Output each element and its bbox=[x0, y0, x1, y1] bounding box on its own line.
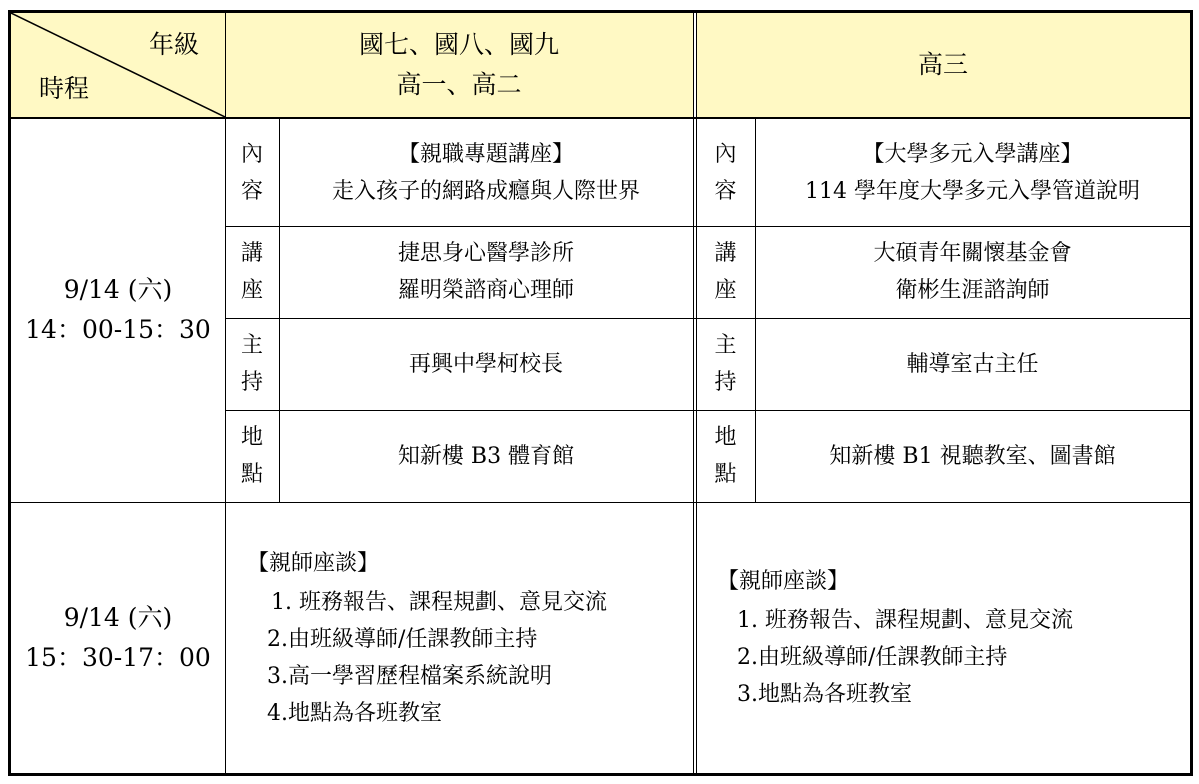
label-char: 講 bbox=[714, 241, 737, 266]
session1-time-cell bbox=[11, 117, 225, 502]
session2-col1-item: 1. 班務報告、課程規劃、意見交流 bbox=[271, 589, 607, 615]
col2-host bbox=[755, 318, 1190, 410]
col1-content-title: 【親職專題講座】 bbox=[397, 141, 574, 167]
session2-col1-item: 3.高一學習歷程檔案系統說明 bbox=[267, 663, 552, 689]
corner-grade-label: 年級 bbox=[149, 30, 200, 59]
corner-time-label: 時程 bbox=[39, 74, 90, 103]
col1-place bbox=[279, 410, 693, 502]
header-col1 bbox=[225, 13, 693, 117]
session2-col2 bbox=[717, 503, 1190, 773]
label-char: 點 bbox=[714, 462, 737, 487]
label-speaker bbox=[696, 226, 755, 318]
col2-speaker-name: 衛彬生涯諮詢師 bbox=[895, 278, 1050, 303]
label-char: 講 bbox=[240, 241, 263, 266]
label-char: 主 bbox=[714, 333, 737, 358]
session1-time: 14：00-15：30 bbox=[25, 314, 211, 344]
col2-speaker-org: 大碩青年關懷基金會 bbox=[873, 241, 1072, 266]
session2-col1-item: 2.由班級導師/任課教師主持 bbox=[267, 626, 538, 652]
label-place bbox=[225, 410, 279, 502]
col1-host bbox=[279, 318, 693, 410]
label-char: 地 bbox=[714, 425, 737, 450]
session2-col1-item: 4.地點為各班教室 bbox=[267, 700, 442, 726]
label-char: 容 bbox=[714, 178, 737, 204]
label-char: 座 bbox=[714, 278, 737, 303]
col1-speaker-name: 羅明榮諮商心理師 bbox=[397, 278, 574, 303]
col1-host-name: 再興中學柯校長 bbox=[408, 351, 563, 377]
label-host bbox=[225, 318, 279, 410]
session2-col2-item: 3.地點為各班教室 bbox=[737, 682, 912, 707]
col1-place-name: 知新樓 B3 體育館 bbox=[397, 443, 575, 469]
label-content bbox=[696, 119, 755, 226]
schedule-table bbox=[8, 10, 1193, 776]
label-char: 地 bbox=[240, 425, 263, 450]
header-col2-title: 高三 bbox=[917, 50, 968, 79]
header-col1-line1: 國七、國八、國九 bbox=[358, 30, 559, 59]
label-char: 點 bbox=[240, 462, 263, 487]
col2-content-title: 【大學多元入學講座】 bbox=[862, 141, 1083, 167]
label-speaker bbox=[225, 226, 279, 318]
label-place bbox=[696, 410, 755, 502]
label-char: 內 bbox=[714, 141, 737, 167]
session2-col2-title: 【親師座談】 bbox=[717, 569, 850, 594]
session2-time-cell bbox=[11, 503, 225, 773]
session2-time: 15：30-17：00 bbox=[25, 643, 211, 672]
header-col2 bbox=[696, 13, 1190, 117]
session2-col1 bbox=[247, 503, 693, 773]
session2-col1-title: 【親師座談】 bbox=[247, 550, 380, 576]
col1-speaker bbox=[279, 226, 693, 318]
session2-date: 9/14 (六) bbox=[63, 603, 173, 632]
session2-col2-item: 2.由班級導師/任課教師主持 bbox=[737, 645, 1008, 670]
col1-content-subtitle: 走入孩子的網路成癮與人際世界 bbox=[331, 178, 640, 204]
col1-speaker-org: 捷思身心醫學診所 bbox=[397, 241, 574, 266]
label-content bbox=[225, 119, 279, 226]
col1-content bbox=[279, 119, 693, 226]
label-char: 內 bbox=[240, 141, 263, 167]
label-char: 持 bbox=[240, 370, 263, 395]
col2-place bbox=[755, 410, 1190, 502]
col2-speaker bbox=[755, 226, 1190, 318]
col2-host-name: 輔導室古主任 bbox=[906, 351, 1039, 377]
grid-line bbox=[693, 13, 694, 773]
label-char: 主 bbox=[240, 333, 263, 358]
label-char: 座 bbox=[240, 278, 263, 303]
header-col1-line2: 高一、高二 bbox=[396, 70, 522, 99]
col2-content bbox=[755, 119, 1190, 226]
label-char: 持 bbox=[714, 370, 737, 395]
session1-date: 9/14 (六) bbox=[63, 274, 173, 304]
col2-place-name: 知新樓 B1 視聽教室、圖書館 bbox=[829, 443, 1116, 469]
label-host bbox=[696, 318, 755, 410]
col2-content-subtitle: 114 學年度大學多元入學管道說明 bbox=[805, 178, 1140, 204]
label-char: 容 bbox=[240, 178, 263, 204]
session2-col2-item: 1. 班務報告、課程規劃、意見交流 bbox=[737, 608, 1073, 633]
